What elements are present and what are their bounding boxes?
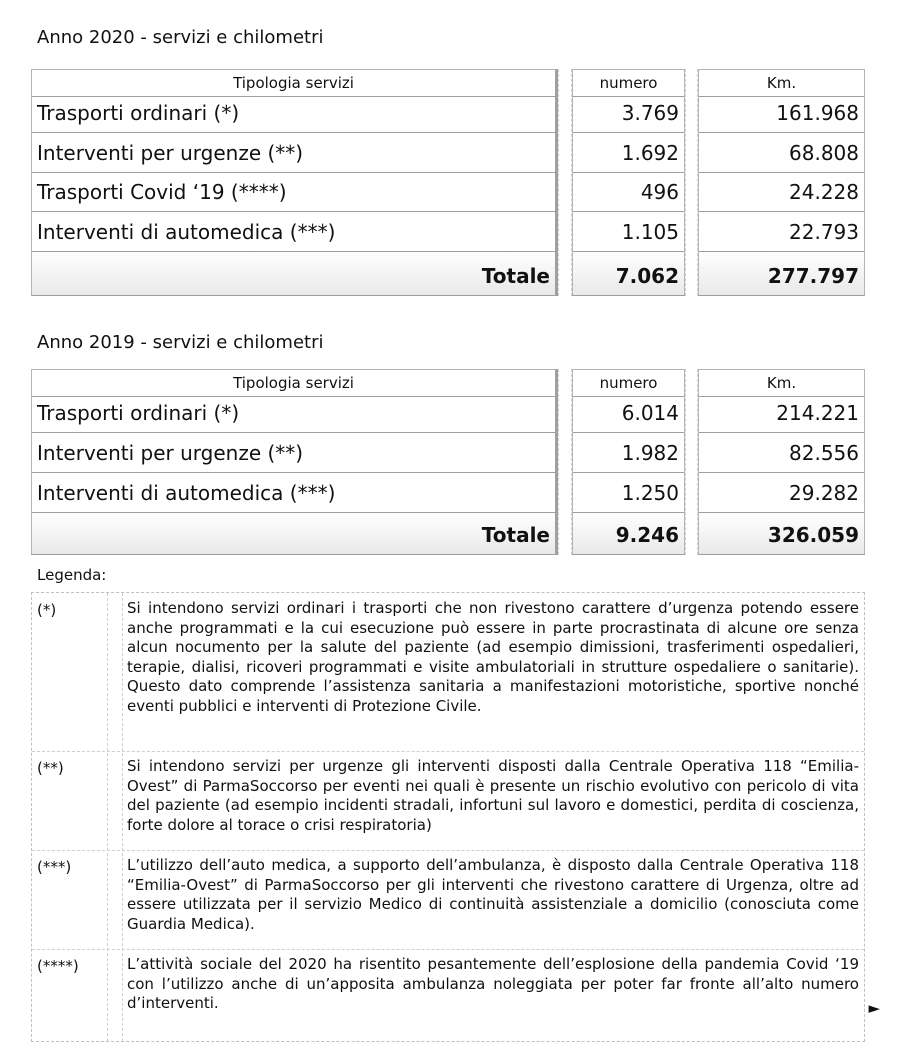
table-2020-title: Anno 2020 - servizi e chilometri [37,27,324,48]
row-label: Trasporti ordinari (*) [37,101,240,125]
table-cell [573,96,684,133]
column-gap [685,369,698,555]
table-cell [573,433,684,473]
numero-value: 496 [640,180,679,204]
legend-mark: (***) [37,858,72,876]
table-row [32,473,555,513]
numero-value: 1.982 [621,441,679,465]
table-cell [573,212,684,252]
table-row [32,133,555,173]
tipologia-column [31,369,558,555]
header-numero: numero [573,370,684,397]
legend-mark: (****) [37,957,79,975]
table-cell [699,433,864,473]
total-cell [573,252,684,295]
table-cell [699,133,864,173]
column-gap [685,69,698,296]
km-value: 29.282 [789,481,859,505]
total-cell [699,513,864,554]
table-cell [699,173,864,212]
km-value: 68.808 [789,141,859,165]
legend-text: Si intendono servizi ordinari i trasporti che non rivestono carattere d’urgenza potendo essere anche programmati e la cui esecuzione può essere in parte procrastinata di alcune ore senza alcun nocumento per la salute del paziente (ad esempio dimissioni, trasferimenti ospedalieri, terapie, dialisi, ricoveri programmati e visite ambulatoriali in strutture ospedaliere o sanitarie). Questo dato comprende l’assistenza sanitaria a manifestazioni motoristiche, sportive nonché eventi pubblici e interventi di Protezione Civile. [127,599,859,715]
km-value: 161.968 [776,101,859,125]
legend-text: Si intendono servizi per urgenze gli interventi disposti dalla Centrale Operativa 118 “Emilia-Ovest” di ParmaSoccorso per eventi nei quali è presente un rischio evolutivo con pericolo di vita del paziente (ad esempio incidenti stradali, infortuni sul lavoro e domestici, perdita di coscienza, forte dolore al torace o crisi respiratoria) [127,757,859,834]
legend-table [31,592,865,1042]
numero-value: 3.769 [621,101,679,125]
legend-item [32,949,864,1041]
table-2020 [31,69,865,296]
table-cell [699,212,864,252]
row-label: Interventi per urgenze (**) [37,141,304,165]
table-row [32,173,555,212]
header-km: Km. [699,370,864,397]
legend-item [32,751,864,851]
header-tipologia: Tipologia servizi [32,370,555,397]
table-2019-title: Anno 2019 - servizi e chilometri [37,332,324,353]
column-gap [558,369,572,555]
column-gap [558,69,572,296]
total-numero: 7.062 [615,264,679,288]
row-label: Interventi per urgenze (**) [37,441,304,465]
total-row [32,513,555,554]
total-km: 326.059 [767,523,859,547]
header-tipologia: Tipologia servizi [32,70,555,97]
table-2019 [31,369,865,555]
numero-column [572,69,685,296]
table-row [32,96,555,133]
table-cell [573,173,684,212]
total-cell [573,513,684,554]
total-km: 277.797 [767,264,859,288]
km-value: 22.793 [789,220,859,244]
numero-column [572,369,685,555]
km-value: 24.228 [789,180,859,204]
km-column [698,69,865,296]
numero-value: 6.014 [621,401,679,425]
table-cell [699,96,864,133]
km-column [698,369,865,555]
total-label: Totale [481,264,550,288]
table-row [32,212,555,252]
legend-title: Legenda: [37,566,107,584]
table-cell [573,473,684,513]
header-km: Km. [699,70,864,97]
km-value: 214.221 [776,401,859,425]
table-row [32,396,555,433]
table-cell [699,396,864,433]
row-label: Interventi di automedica (***) [37,481,336,505]
legend-text: L’attività sociale del 2020 ha risentito pesantemente dell’esplosione della pandemia Covid ‘19 con l’utilizzo anche di un’apposita ambulanza noleggiata per poter far fronte all’alto numero d’interventi. [127,955,859,1012]
legend-item [32,850,864,950]
km-value: 82.556 [789,441,859,465]
legend-text: L’utilizzo dell’auto medica, a supporto dell’ambulanza, è disposto dalla Centrale Operativa 118 “Emilia-Ovest” di ParmaSoccorso per gli interventi che rivestono carattere di Urgenza, oltre ad essere utilizzata per il servizio Medico di continuità assistenziale a domicilio (conosciuta come Guardia Medica). [127,856,859,933]
table-cell [699,473,864,513]
row-label: Trasporti ordinari (*) [37,401,240,425]
legend-mark: (**) [37,759,64,777]
tipologia-column [31,69,558,296]
numero-value: 1.105 [621,220,679,244]
numero-value: 1.692 [621,141,679,165]
table-cell [573,396,684,433]
table-row [32,433,555,473]
total-row [32,252,555,295]
total-numero: 9.246 [615,523,679,547]
legend-item [32,593,864,752]
legend-mark: (*) [37,601,57,619]
total-cell [699,252,864,295]
total-label: Totale [481,523,550,547]
row-label: Interventi di automedica (***) [37,220,336,244]
continue-arrow-icon: ► [868,999,880,1017]
row-label: Trasporti Covid ‘19 (****) [37,180,287,204]
header-numero: numero [573,70,684,97]
table-cell [573,133,684,173]
numero-value: 1.250 [621,481,679,505]
